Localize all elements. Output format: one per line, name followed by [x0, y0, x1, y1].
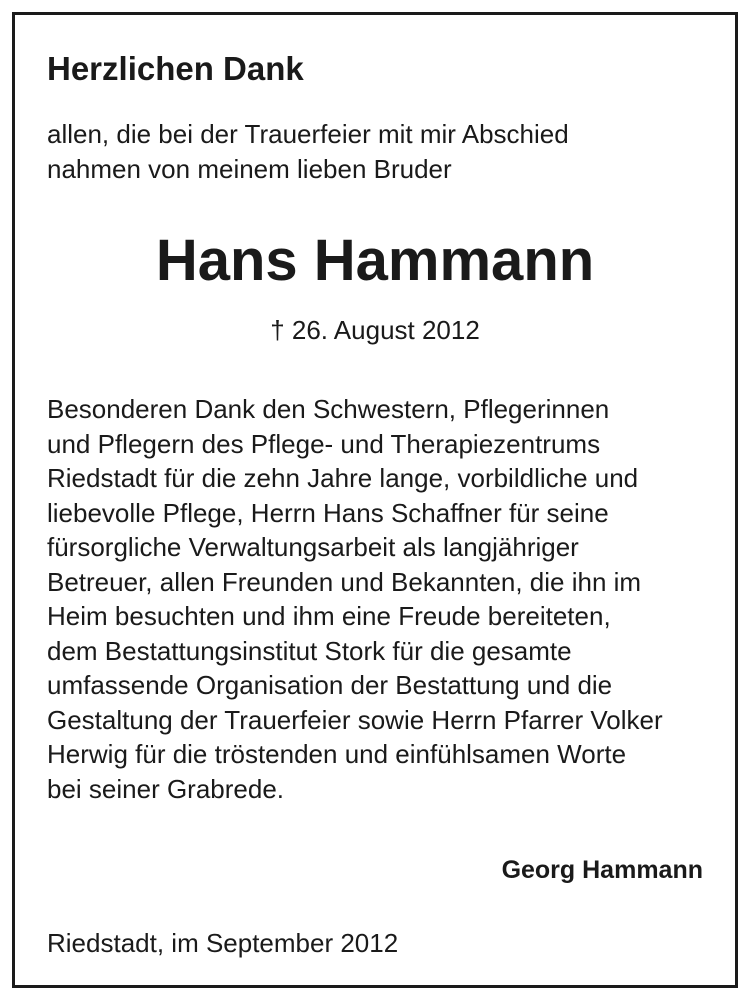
- intro-text: [47, 117, 707, 187]
- body-line: dem Bestattungsinstitut Stork für die gesamte: [47, 635, 572, 666]
- body-line: Heim besuchten und ihm eine Freude bereiteten,: [47, 601, 611, 631]
- intro-line: allen, die bei der Trauerfeier mit mir Abschied: [47, 119, 569, 149]
- body-line: Besonderen Dank den Schwestern, Pflegerinnen: [47, 394, 610, 424]
- body-line: liebevolle Pflege, Herrn Hans Schaffner für seine: [47, 497, 609, 528]
- intro-line: nahmen von meinem lieben Bruder: [47, 154, 452, 184]
- notice-heading: Herzlichen Dank: [47, 50, 304, 87]
- place-and-date: Riedstadt, im September 2012: [47, 928, 399, 958]
- body-line: Herwig für die tröstenden und einfühlsamen Worte: [47, 739, 627, 769]
- body-line: Betreuer, allen Freunden und Bekannten, die ihn im: [47, 566, 642, 597]
- body-line: Gestaltung der Trauerfeier sowie Herrn Pfarrer Volker: [47, 704, 663, 735]
- body-line: fürsorgliche Verwaltungsarbeit als langjähriger: [47, 532, 579, 562]
- body-line: bei seiner Grabrede.: [47, 773, 285, 804]
- body-line: Riedstadt für die zehn Jahre lange, vorbildliche und: [47, 463, 639, 493]
- death-date: † 26. August 2012: [270, 315, 480, 345]
- body-line: umfassende Organisation der Bestattung und die: [47, 670, 613, 700]
- signature: Georg Hammann: [501, 856, 703, 884]
- body-line: und Pflegern des Pflege- und Therapiezentrums: [47, 428, 601, 459]
- deceased-name: Hans Hammann: [155, 228, 595, 293]
- thanks-body: [47, 392, 712, 806]
